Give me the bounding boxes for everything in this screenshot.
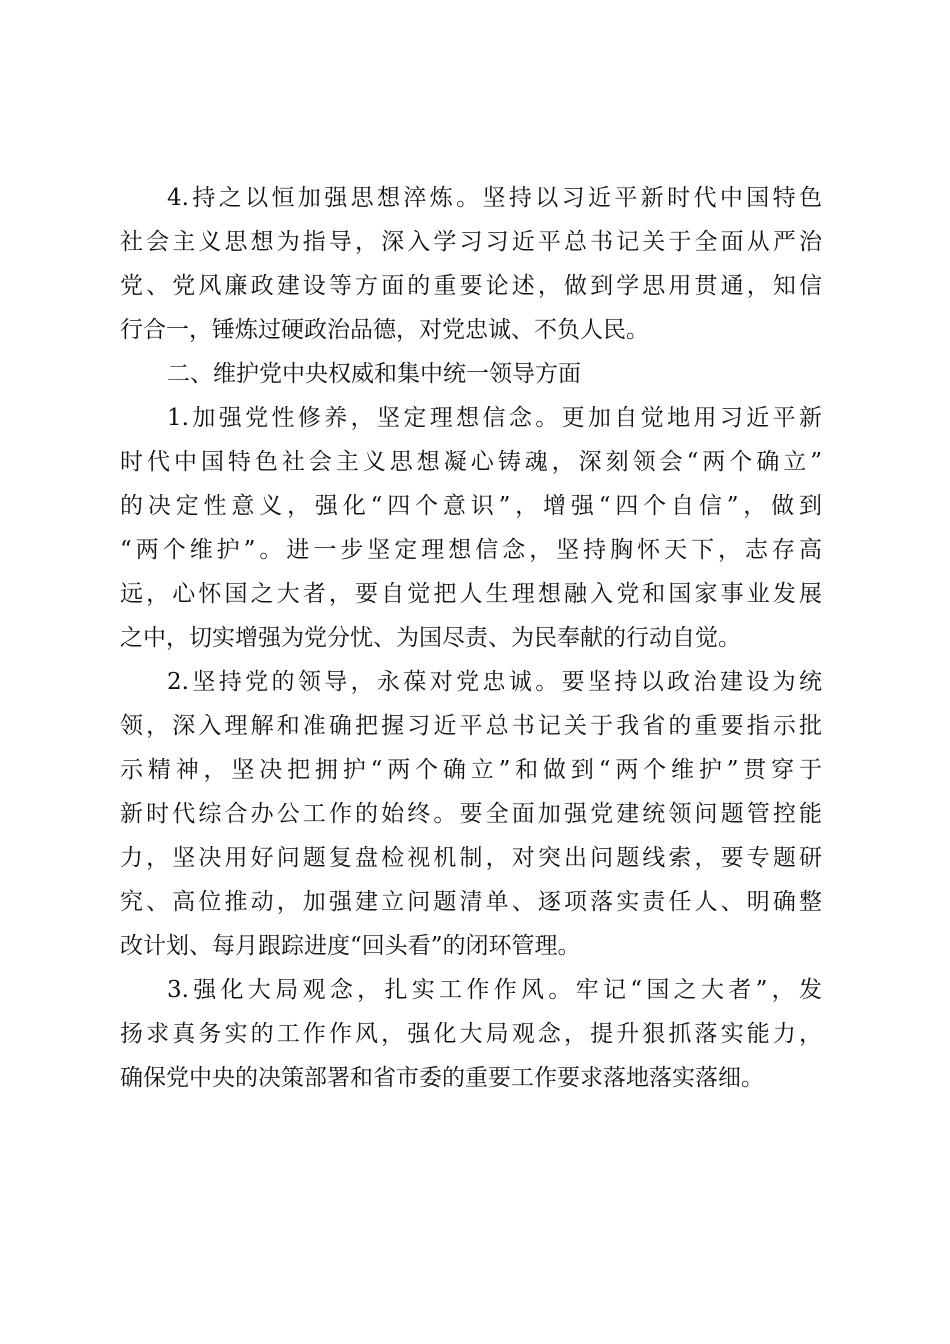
text-line: 新时代综合办公工作的始终。要全面加强党建统领问题管控能: [120, 801, 822, 827]
text-line: 示精神，坚决把拥护“两个确立”和做到“两个维护”贯穿于: [120, 757, 822, 783]
section-heading: [120, 352, 822, 396]
text-line: 社会主义思想为指导，深入学习习近平总书记关于全面从严治: [120, 229, 822, 255]
text-line: 改计划、每月跟踪进度“回头看”的闭环管理。: [120, 933, 581, 959]
text-line: 究、高位推动，加强建立问题清单、逐项落实责任人、明确整: [120, 889, 822, 915]
text-line: 4.持之以恒加强思想淬炼。坚持以习近平新时代中国特色: [167, 185, 822, 211]
text-line: 3.强化大局观念，扎实工作作风。牢记“国之大者”，发: [167, 977, 822, 1003]
text-line: 党、党风廉政建设等方面的重要论述，做到学思用贯通，知信: [120, 273, 822, 299]
paragraph: [120, 176, 822, 352]
paragraph: [120, 968, 822, 1100]
text-line: 远，心怀国之大者，要自觉把人生理想融入党和国家事业发展: [120, 581, 822, 607]
text-line: 二、维护党中央权威和集中统一领导方面: [167, 361, 581, 387]
text-line: 确保党中央的决策部署和省市委的重要工作要求落地落实落细。: [120, 1065, 764, 1091]
text-line: 扬求真务实的工作作风，强化大局观念，提升狠抓落实能力，: [120, 1021, 822, 1047]
text-line: 2.坚持党的领导，永葆对党忠诚。要坚持以政治建设为统: [167, 669, 822, 695]
text-line: 的决定性意义，强化“四个意识”，增强“四个自信”，做到: [120, 493, 822, 519]
text-line: 1.加强党性修养，坚定理想信念。更加自觉地用习近平新: [167, 405, 822, 431]
text-line: 力，坚决用好问题复盘检视机制，对突出问题线索，要专题研: [120, 845, 822, 871]
text-line: 领，深入理解和准确把握习近平总书记关于我省的重要指示批: [120, 713, 822, 739]
paragraph: [120, 396, 822, 660]
paragraph: [120, 660, 822, 968]
text-line: 时代中国特色社会主义思想凝心铸魂，深刻领会“两个确立”: [120, 449, 822, 475]
text-line: 行合一，锤炼过硬政治品德，对党忠诚、不负人民。: [120, 317, 649, 343]
document-body: [120, 176, 822, 1100]
text-line: 之中，切实增强为党分忧、为国尽责、为民奉献的行动自觉。: [120, 625, 741, 651]
text-line: “两个维护”。进一步坚定理想信念，坚持胸怀天下，志存高: [120, 537, 822, 563]
